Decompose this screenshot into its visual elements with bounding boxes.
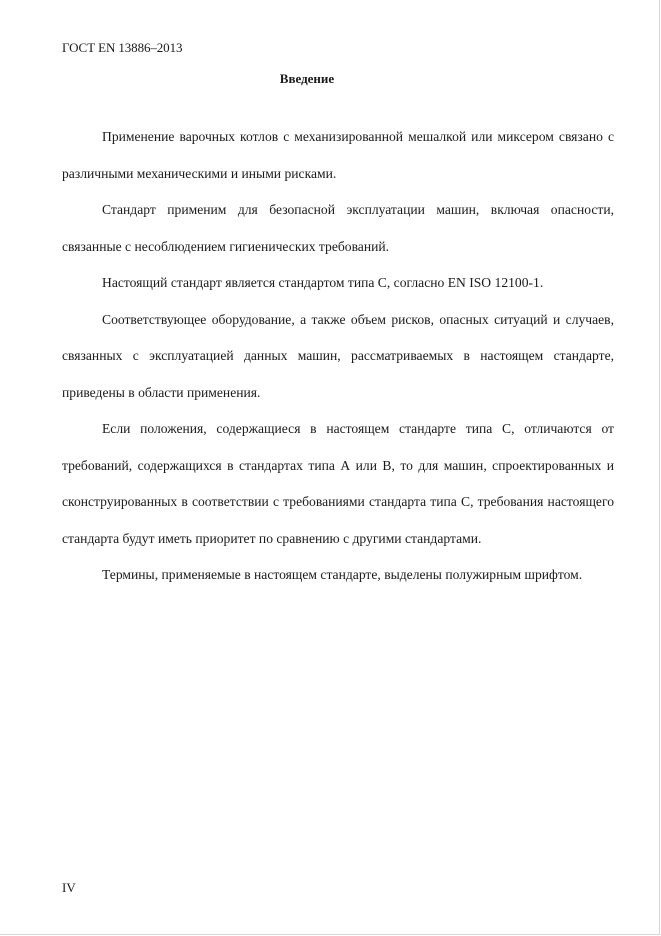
section-title: Введение (279, 71, 335, 86)
body-text (62, 119, 614, 594)
paragraph: Термины, применяемые в настоящем стандарте, выделены полужирным шрифтом. (102, 567, 583, 582)
page-number: IV (62, 880, 76, 895)
paragraph: Применение варочных котлов с механизированной мешалкой или миксером связано с различными механическими и иными рисками. (62, 129, 614, 181)
paragraph: Если положения, содержащиеся в настоящем стандарте типа С, отличаются от требований, содержащихся в стандартах типа А или В, то для машин, спроектированных и сконструированных в соответствии с требованиями стандарта типа С, требования настоящего стандарта будут иметь приоритет по сравнению с другими стандартами. (62, 421, 614, 546)
paragraph: Настоящий стандарт является стандартом типа С, согласно EN ISO 12100-1. (102, 275, 544, 290)
document-code-header: ГОСТ EN 13886–2013 (62, 40, 183, 55)
paragraph: Соответствующее оборудование, а также объем рисков, опасных ситуаций и случаев, связанных с эксплуатацией данных машин, рассматриваемых в настоящем стандарте, приведены в области применения. (62, 311, 614, 400)
paragraph: Стандарт применим для безопасной эксплуатации машин, включая опасности, связанные с несоблюдением гигиенических требований. (62, 202, 614, 254)
